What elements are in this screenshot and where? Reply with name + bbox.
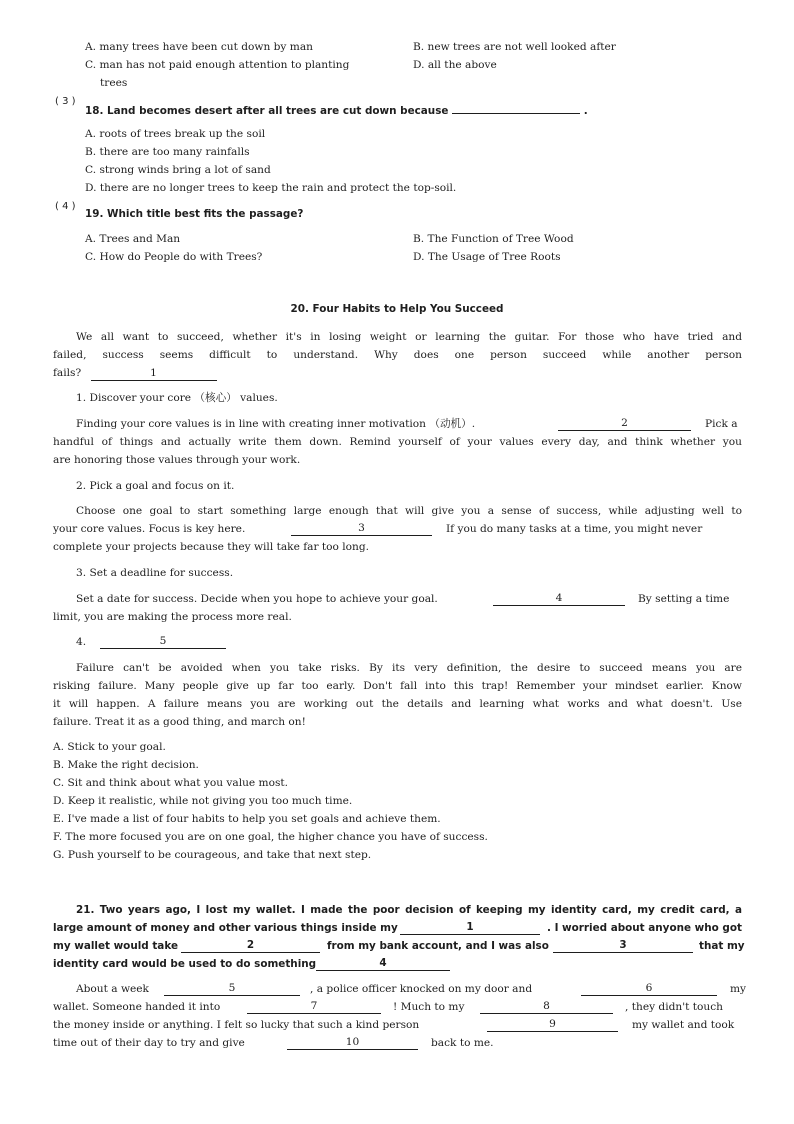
paragraph-line: We all want to succeed, whether it's in losing weight or learning the guitar. For those who have tried and — [76, 331, 742, 343]
option-a: A. roots of trees break up the soil — [85, 128, 266, 140]
option-c: C. How do People do with Trees? — [85, 251, 263, 263]
answer-blank[interactable]: 3 — [291, 522, 432, 536]
option-d: D. there are no longer trees to keep the rain and protect the top-soil. — [85, 182, 457, 194]
section-heading: 2. Pick a goal and focus on it. — [76, 480, 235, 492]
paragraph-line: it will happen. A failure means you are working out the details and learning what works and what doesn't. Use — [53, 698, 742, 710]
option-d: D. all the above — [413, 59, 497, 71]
paragraph-line: your core values. Focus is key here. — [53, 523, 246, 535]
paragraph-line: back to me. — [431, 1037, 494, 1049]
answer-blank[interactable]: 10 — [287, 1036, 418, 1050]
paragraph-line: my wallet and took — [632, 1019, 735, 1031]
option-g: G. Push yourself to be courageous, and take that next step. — [53, 849, 372, 861]
answer-blank[interactable]: 2 — [558, 417, 691, 431]
question-stem: my wallet would take — [53, 940, 178, 952]
paragraph-line: If you do many tasks at a time, you might never — [446, 523, 703, 535]
answer-blank[interactable]: 9 — [487, 1018, 618, 1032]
question-number: ( 3 ) — [55, 96, 76, 107]
paragraph-line: About a week — [76, 983, 149, 995]
paragraph-line: By setting a time — [638, 593, 730, 605]
paragraph-line: fails? 1 — [53, 364, 217, 382]
paragraph-line: Finding your core values is in line with creating inner motivation （动机）. — [76, 418, 476, 430]
option-a: A. Stick to your goal. — [53, 741, 166, 753]
answer-blank[interactable]: 7 — [247, 1000, 381, 1014]
option-b: B. new trees are not well looked after — [413, 41, 616, 53]
answer-blank[interactable]: 2 — [181, 939, 320, 953]
paragraph-line: are honoring those values through your work. — [53, 454, 301, 466]
question-stem: large amount of money and other various things inside my — [53, 922, 398, 934]
option-a: A. many trees have been cut down by man — [85, 41, 313, 53]
paragraph-line: , a police officer knocked on my door and — [310, 983, 533, 995]
section-heading: 1. Discover your core （核心） values. — [76, 392, 278, 404]
question-stem: identity card would be used to do something — [53, 958, 317, 970]
answer-blank[interactable]: 5 — [164, 982, 300, 996]
paragraph-line: the money inside or anything. I felt so lucky that such a kind person — [53, 1019, 420, 1031]
option-c: C. man has not paid enough attention to planting — [85, 59, 350, 71]
answer-blank[interactable]: 4 — [316, 957, 450, 971]
question-number: ( 4 ) — [55, 201, 76, 212]
question-stem: . I worried about anyone who got — [547, 922, 742, 934]
option-e: E. I've made a list of four habits to help you set goals and achieve them. — [53, 813, 441, 825]
section-heading: 4. — [76, 636, 87, 648]
option-c-continued: trees — [100, 77, 128, 89]
answer-blank[interactable] — [452, 100, 580, 114]
passage-title: 20. Four Habits to Help You Succeed — [290, 303, 504, 315]
answer-blank[interactable]: 1 — [400, 921, 540, 935]
answer-blank[interactable]: 1 — [91, 367, 217, 381]
option-b: B. Make the right decision. — [53, 759, 199, 771]
paragraph-line: risking failure. Many people give up far too early. Don't fall into this trap! Remember your mindset earlier. Know — [53, 680, 742, 692]
answer-blank[interactable]: 6 — [581, 982, 717, 996]
answer-blank[interactable]: 4 — [493, 592, 625, 606]
paragraph-line: complete your projects because they will take far too long. — [53, 541, 369, 553]
paragraph-line: ! Much to my — [393, 1001, 465, 1013]
option-b: B. The Function of Tree Wood — [413, 233, 574, 245]
question-stem: from my bank account, and I was also — [327, 940, 549, 952]
section-heading: 3. Set a deadline for success. — [76, 567, 234, 579]
paragraph-line: Set a date for success. Decide when you hope to achieve your goal. — [76, 593, 438, 605]
paragraph-line: Choose one goal to start something large enough that will give you a sense of success, while adjusting well to — [76, 505, 742, 517]
option-d: D. The Usage of Tree Roots — [413, 251, 561, 263]
answer-blank[interactable]: 8 — [480, 1000, 613, 1014]
option-a: A. Trees and Man — [85, 233, 181, 245]
option-d: D. Keep it realistic, while not giving you too much time. — [53, 795, 353, 807]
question-stem: 18. Land becomes desert after all trees are cut down because . — [85, 100, 588, 120]
paragraph-line: failed, success seems difficult to understand. Why does one person succeed while another person — [53, 349, 742, 361]
paragraph-line: Pick a — [705, 418, 738, 430]
paragraph-line: , they didn't touch — [625, 1001, 723, 1013]
question-stem: 21. Two years ago, I lost my wallet. I made the poor decision of keeping my identity card, my credit card, a — [76, 904, 742, 916]
option-f: F. The more focused you are on one goal, the higher chance you have of success. — [53, 831, 488, 843]
paragraph-line: limit, you are making the process more real. — [53, 611, 292, 623]
option-b: B. there are too many rainfalls — [85, 146, 250, 158]
paragraph-line: time out of their day to try and give — [53, 1037, 245, 1049]
answer-blank[interactable]: 5 — [100, 635, 226, 649]
question-stem: 19. Which title best fits the passage? — [85, 208, 304, 220]
question-stem: that my — [699, 940, 745, 952]
paragraph-line: failure. Treat it as a good thing, and march on! — [53, 716, 306, 728]
option-c: C. Sit and think about what you value most. — [53, 777, 289, 789]
answer-blank[interactable]: 3 — [553, 939, 693, 953]
option-c: C. strong winds bring a lot of sand — [85, 164, 271, 176]
paragraph-line: Failure can't be avoided when you take risks. By its very definition, the desire to succeed means you are — [76, 662, 742, 674]
paragraph-line: wallet. Someone handed it into — [53, 1001, 221, 1013]
paragraph-line: handful of things and actually write them down. Remind yourself of your values every day, and think whether you — [53, 436, 742, 448]
paragraph-line: my — [730, 983, 747, 995]
